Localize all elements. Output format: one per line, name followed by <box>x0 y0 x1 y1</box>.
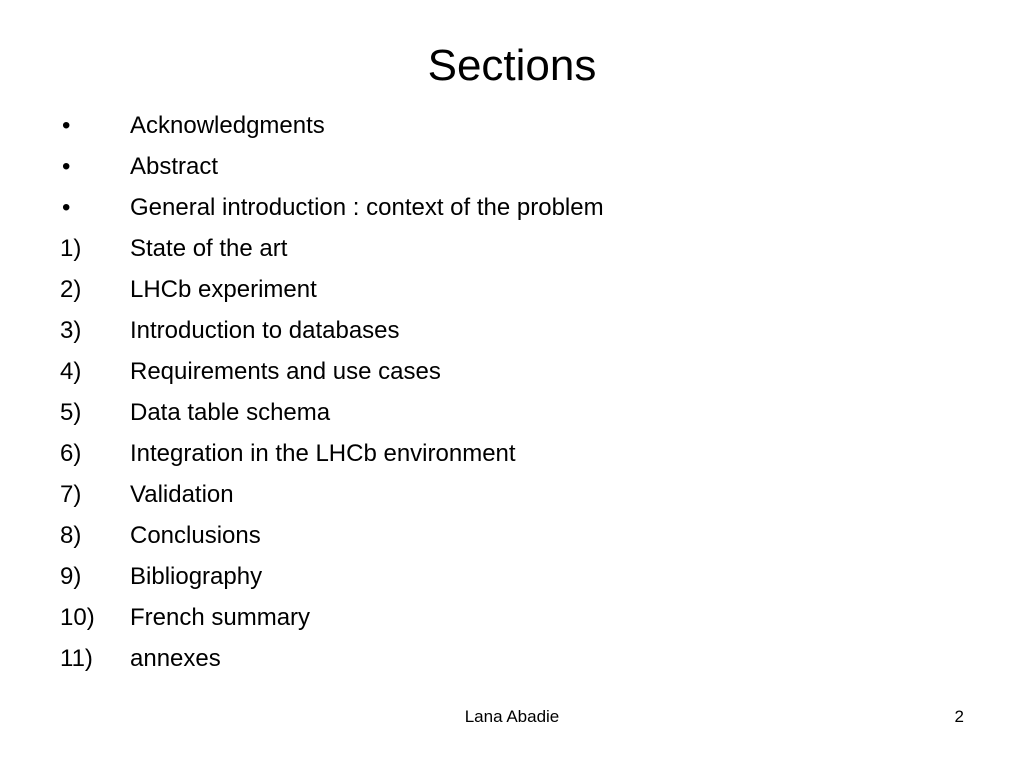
list-item-text: Introduction to databases <box>130 317 400 344</box>
list-item-number: 11) <box>60 645 93 672</box>
list-item-number: 2) <box>60 276 82 303</box>
bullet-icon: • <box>62 194 71 221</box>
list-item-text: Acknowledgments <box>130 112 325 139</box>
list-item-number: 8) <box>60 522 82 549</box>
list-item-text: Integration in the LHCb environment <box>130 440 516 467</box>
list-item-text: annexes <box>130 645 221 672</box>
list-item-number: 4) <box>60 358 82 385</box>
list-item-number: 5) <box>60 399 82 426</box>
list-item-text: Abstract <box>130 153 219 180</box>
list-item-text: Requirements and use cases <box>130 358 441 385</box>
list-item-number: 7) <box>60 481 82 508</box>
footer-author: Lana Abadie <box>464 707 560 726</box>
page-number: 2 <box>954 707 964 726</box>
list-item-number: 3) <box>60 317 82 344</box>
list-item-number: 10) <box>60 604 95 631</box>
list-item-text: French summary <box>130 604 311 631</box>
list-item-text: Bibliography <box>130 563 263 590</box>
list-item-number: 9) <box>60 563 82 590</box>
bullet-icon: • <box>62 112 71 139</box>
list-item-number: 6) <box>60 440 82 467</box>
list-item-text: General introduction : context of the problem <box>130 194 604 221</box>
list-item-text: Data table schema <box>130 399 331 426</box>
slide-title: Sections <box>427 41 597 90</box>
list-item-number: 1) <box>60 235 82 262</box>
list-item-text: Conclusions <box>130 522 261 549</box>
list-item-text: Validation <box>130 481 234 508</box>
list-item-text: LHCb experiment <box>130 276 317 303</box>
list-item-text: State of the art <box>130 235 288 262</box>
bullet-icon: • <box>62 153 71 180</box>
